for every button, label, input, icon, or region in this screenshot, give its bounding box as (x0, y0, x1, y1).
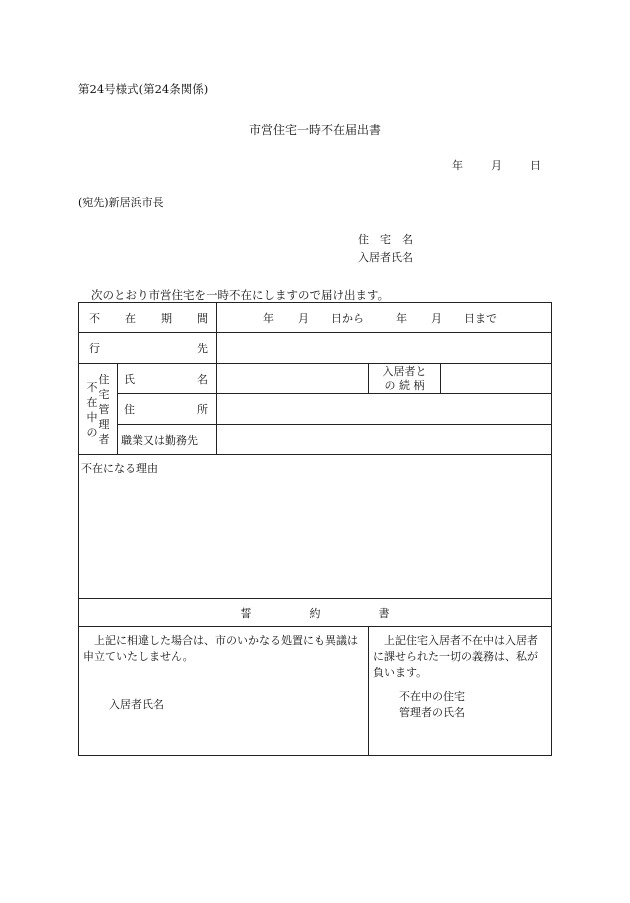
oath-body-row (79, 627, 552, 756)
period-month-label: 月 (298, 311, 309, 325)
oath-caretaker-text: 上記住宅入居者不在中は入居者に課せられた一切の義務は、私が負います。 (373, 634, 538, 679)
period-from-label: 日から (331, 311, 364, 325)
oath-resident-cell[interactable] (79, 627, 369, 756)
resident-name-label: 入居者氏名 (358, 251, 413, 264)
period-month2-label: 月 (431, 311, 442, 325)
caretaker-workplace-field[interactable] (217, 425, 552, 455)
caretaker-address-row (79, 394, 552, 425)
form-number: 第24号様式(第24条関係) (78, 82, 209, 96)
caretaker-signature-label: 不在中の住宅 管理者の氏名 (399, 690, 465, 719)
caretaker-address-label: 住 所 (118, 394, 217, 425)
destination-label: 行 先 (79, 333, 217, 364)
relation-field[interactable] (441, 364, 552, 394)
addressee: (宛先)新居浜市長 (78, 196, 164, 209)
housing-name-label: 住 宅 名 (358, 233, 413, 246)
period-row (79, 303, 552, 333)
submission-date (452, 157, 541, 173)
oath-resident-text: 上記に相違した場合は、市のいかなる処置にも異議は申立ていたしません。 (83, 634, 358, 663)
period-until-label: 日まで (464, 311, 497, 325)
period-year2-label: 年 (396, 311, 407, 325)
period-field[interactable] (217, 303, 552, 333)
oath-heading: 誓 約 書 (79, 599, 552, 627)
applicant-block (358, 231, 413, 267)
caretaker-name-row (79, 364, 552, 394)
caretaker-name-label: 氏 名 (118, 364, 217, 394)
date-day-label: 日 (530, 159, 541, 172)
absence-form-table (78, 302, 552, 756)
date-year-label: 年 (452, 159, 463, 172)
oath-caretaker-cell[interactable] (369, 627, 552, 756)
caretaker-workplace-label: 職業又は勤務先 (118, 425, 217, 455)
caretaker-workplace-row (79, 425, 552, 455)
resident-signature-label: 入居者氏名 (109, 698, 164, 711)
caretaker-name-field[interactable] (217, 364, 369, 394)
intro-statement: 次のとおり市営住宅を一時不在にしますので届け出ます。 (91, 288, 390, 302)
relation-label: 入居者と の 続 柄 (369, 364, 441, 394)
destination-field[interactable] (217, 333, 552, 364)
reason-row (79, 455, 552, 599)
reason-label: 不在になる理由 (81, 462, 158, 475)
reason-field[interactable] (79, 455, 552, 599)
destination-row (79, 333, 552, 364)
period-year-label: 年 (263, 311, 274, 325)
document-title: 市営住宅一時不在届出書 (248, 123, 381, 137)
caretaker-address-field[interactable] (217, 394, 552, 425)
caretaker-section-label: 不 在 中 の 住 宅 管 理 者 (79, 364, 118, 455)
date-month-label: 月 (491, 159, 502, 172)
period-label: 不 在 期 間 (79, 303, 217, 333)
oath-heading-row (79, 599, 552, 627)
